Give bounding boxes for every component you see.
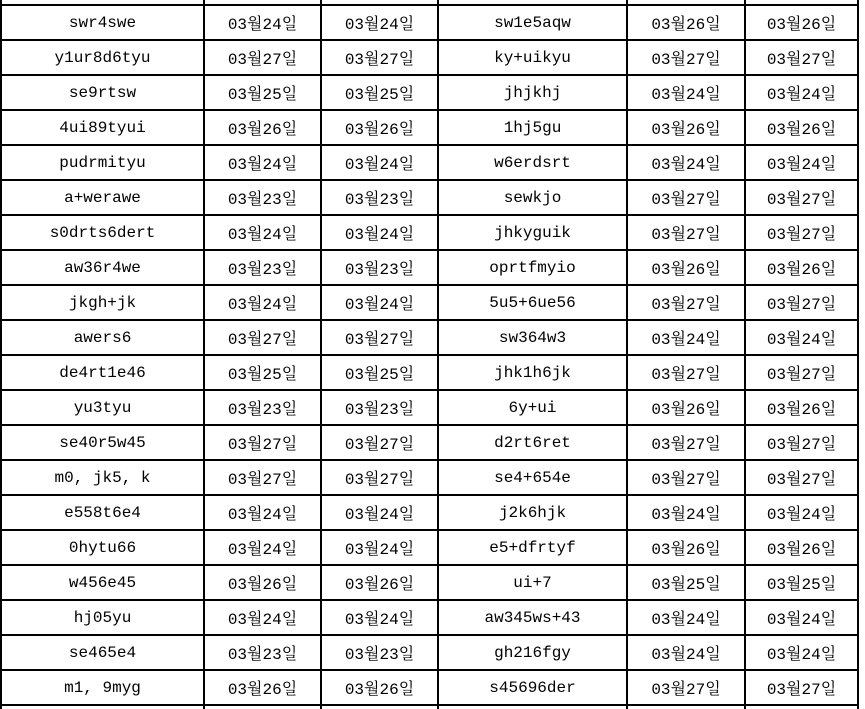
date-cell[interactable]: 03월25일 (204, 355, 321, 390)
table-row (1, 425, 858, 460)
date-cell[interactable]: 03월24일 (321, 530, 438, 565)
date-cell[interactable]: 03월27일 (745, 180, 858, 215)
date-cell[interactable]: 03월25일 (321, 75, 438, 110)
date-cell[interactable]: 03월27일 (627, 670, 745, 705)
table-row (1, 565, 858, 600)
table-row (1, 180, 858, 215)
table-row-partial-bottom (1, 705, 858, 709)
date-cell[interactable]: 03월25일 (745, 565, 858, 600)
date-cell[interactable]: 03월27일 (745, 670, 858, 705)
date-cell[interactable]: 03월26일 (627, 110, 745, 145)
table-row (1, 670, 858, 705)
name-cell[interactable]: jhk1h6jk (438, 355, 627, 390)
name-cell[interactable]: jhkyguik (438, 215, 627, 250)
date-cell[interactable]: 03월24일 (321, 495, 438, 530)
date-cell[interactable]: 03월27일 (204, 40, 321, 75)
date-cell[interactable]: 03월26일 (745, 110, 858, 145)
date-cell[interactable]: 03월24일 (745, 75, 858, 110)
name-cell[interactable]: a+werawe (1, 180, 204, 215)
name-cell[interactable]: swr4swe (1, 5, 204, 40)
date-cell[interactable]: 03월26일 (627, 5, 745, 40)
table-row (1, 320, 858, 355)
date-cell[interactable]: 03월24일 (321, 145, 438, 180)
date-cell[interactable]: 03월24일 (627, 145, 745, 180)
date-cell[interactable]: 03월27일 (627, 40, 745, 75)
empty-cell[interactable] (627, 705, 745, 709)
date-cell[interactable]: 03월23일 (204, 250, 321, 285)
name-cell[interactable]: se40r5w45 (1, 425, 204, 460)
date-cell[interactable]: 03월24일 (204, 530, 321, 565)
date-cell[interactable]: 03월26일 (627, 530, 745, 565)
name-cell[interactable]: 0hytu66 (1, 530, 204, 565)
date-cell[interactable]: 03월24일 (321, 5, 438, 40)
date-cell[interactable]: 03월24일 (627, 495, 745, 530)
name-cell[interactable]: w6erdsrt (438, 145, 627, 180)
name-cell[interactable]: ky+uikyu (438, 40, 627, 75)
name-cell[interactable]: e558t6e4 (1, 495, 204, 530)
name-cell[interactable]: awers6 (1, 320, 204, 355)
date-cell[interactable]: 03월24일 (745, 320, 858, 355)
date-cell[interactable]: 03월23일 (321, 250, 438, 285)
name-cell[interactable]: m1, 9myg (1, 670, 204, 705)
date-cell[interactable]: 03월27일 (204, 425, 321, 460)
date-cell[interactable]: 03월27일 (627, 285, 745, 320)
name-cell[interactable]: se4+654e (438, 460, 627, 495)
date-cell[interactable]: 03월27일 (627, 355, 745, 390)
name-cell[interactable]: 5u5+6ue56 (438, 285, 627, 320)
date-cell[interactable]: 03월26일 (745, 530, 858, 565)
name-cell[interactable]: sewkjo (438, 180, 627, 215)
table-row (1, 530, 858, 565)
date-cell[interactable]: 03월26일 (204, 110, 321, 145)
date-cell[interactable]: 03월24일 (627, 635, 745, 670)
table-row (1, 215, 858, 250)
name-cell[interactable]: ui+7 (438, 565, 627, 600)
date-cell[interactable]: 03월26일 (745, 5, 858, 40)
empty-cell[interactable] (1, 705, 204, 709)
name-cell[interactable]: 4ui89tyui (1, 110, 204, 145)
name-cell[interactable]: e5+dfrtyf (438, 530, 627, 565)
table-row (1, 75, 858, 110)
name-cell[interactable]: gh216fgy (438, 635, 627, 670)
table-row (1, 250, 858, 285)
date-cell[interactable]: 03월24일 (204, 215, 321, 250)
date-cell[interactable]: 03월27일 (204, 460, 321, 495)
table-row (1, 40, 858, 75)
date-cell[interactable]: 03월26일 (204, 565, 321, 600)
date-cell[interactable]: 03월24일 (204, 285, 321, 320)
date-cell[interactable]: 03월26일 (745, 390, 858, 425)
name-cell[interactable]: sw1e5aqw (438, 5, 627, 40)
date-cell[interactable]: 03월25일 (204, 75, 321, 110)
date-cell[interactable]: 03월24일 (627, 320, 745, 355)
name-cell[interactable]: w456e45 (1, 565, 204, 600)
name-cell[interactable]: hj05yu (1, 600, 204, 635)
date-cell[interactable]: 03월27일 (745, 40, 858, 75)
date-cell[interactable]: 03월24일 (627, 600, 745, 635)
name-cell[interactable]: jhjkhj (438, 75, 627, 110)
name-cell[interactable]: s0drts6dert (1, 215, 204, 250)
date-cell[interactable]: 03월27일 (627, 460, 745, 495)
date-cell[interactable]: 03월27일 (321, 425, 438, 460)
table-row (1, 355, 858, 390)
table-row (1, 145, 858, 180)
date-cell[interactable]: 03월23일 (321, 390, 438, 425)
date-cell[interactable]: 03월27일 (627, 180, 745, 215)
date-cell[interactable]: 03월26일 (321, 565, 438, 600)
date-cell[interactable]: 03월24일 (627, 75, 745, 110)
name-cell[interactable]: m0, jk5, k (1, 460, 204, 495)
date-cell[interactable]: 03월26일 (204, 670, 321, 705)
date-cell[interactable]: 03월23일 (321, 180, 438, 215)
date-cell[interactable]: 03월26일 (627, 390, 745, 425)
date-cell[interactable]: 03월23일 (204, 390, 321, 425)
date-cell[interactable]: 03월26일 (321, 670, 438, 705)
table-row (1, 460, 858, 495)
table-row (1, 635, 858, 670)
date-cell[interactable]: 03월24일 (204, 5, 321, 40)
table-row (1, 110, 858, 145)
date-cell[interactable]: 03월23일 (321, 635, 438, 670)
date-cell[interactable]: 03월27일 (321, 460, 438, 495)
date-cell[interactable]: 03월27일 (745, 215, 858, 250)
date-cell[interactable]: 03월26일 (321, 110, 438, 145)
name-cell[interactable]: 6y+ui (438, 390, 627, 425)
name-cell[interactable]: oprtfmyio (438, 250, 627, 285)
name-cell[interactable]: s45696der (438, 670, 627, 705)
date-cell[interactable]: 03월27일 (745, 460, 858, 495)
date-cell[interactable]: 03월24일 (321, 285, 438, 320)
date-cell[interactable]: 03월24일 (745, 145, 858, 180)
date-cell[interactable]: 03월27일 (745, 425, 858, 460)
date-cell[interactable]: 03월24일 (321, 600, 438, 635)
empty-cell[interactable] (438, 705, 627, 709)
date-cell[interactable]: 03월25일 (321, 355, 438, 390)
date-cell[interactable]: 03월26일 (627, 250, 745, 285)
name-cell[interactable]: pudrmityu (1, 145, 204, 180)
name-cell[interactable]: j2k6hjk (438, 495, 627, 530)
date-cell[interactable]: 03월26일 (745, 250, 858, 285)
empty-cell[interactable] (204, 705, 321, 709)
date-cell[interactable]: 03월23일 (204, 180, 321, 215)
name-cell[interactable]: se465e4 (1, 635, 204, 670)
empty-cell[interactable] (321, 705, 438, 709)
date-cell[interactable]: 03월27일 (627, 215, 745, 250)
name-cell[interactable]: y1ur8d6tyu (1, 40, 204, 75)
table-row (1, 5, 858, 40)
table-row (1, 600, 858, 635)
date-cell[interactable]: 03월27일 (745, 285, 858, 320)
date-cell[interactable]: 03월24일 (204, 495, 321, 530)
name-cell[interactable]: 1hj5gu (438, 110, 627, 145)
date-cell[interactable]: 03월24일 (745, 635, 858, 670)
date-cell[interactable]: 03월27일 (745, 355, 858, 390)
date-cell[interactable]: 03월24일 (204, 600, 321, 635)
empty-cell[interactable] (745, 705, 858, 709)
name-cell[interactable]: sw364w3 (438, 320, 627, 355)
date-cell[interactable]: 03월24일 (321, 215, 438, 250)
date-cell[interactable]: 03월23일 (204, 635, 321, 670)
name-cell[interactable]: aw36r4we (1, 250, 204, 285)
name-cell[interactable]: jkgh+jk (1, 285, 204, 320)
date-cell[interactable]: 03월27일 (627, 425, 745, 460)
table-row (1, 390, 858, 425)
name-cell[interactable]: de4rt1e46 (1, 355, 204, 390)
table-row (1, 495, 858, 530)
table-row (1, 285, 858, 320)
date-cell[interactable]: 03월25일 (627, 565, 745, 600)
date-cell[interactable]: 03월24일 (204, 145, 321, 180)
name-cell[interactable]: d2rt6ret (438, 425, 627, 460)
date-cell[interactable]: 03월27일 (321, 320, 438, 355)
name-cell[interactable]: se9rtsw (1, 75, 204, 110)
name-cell[interactable]: aw345ws+43 (438, 600, 627, 635)
date-cell[interactable]: 03월27일 (204, 320, 321, 355)
name-cell[interactable]: yu3tyu (1, 390, 204, 425)
date-cell[interactable]: 03월24일 (745, 600, 858, 635)
date-cell[interactable]: 03월24일 (745, 495, 858, 530)
date-cell[interactable]: 03월27일 (321, 40, 438, 75)
